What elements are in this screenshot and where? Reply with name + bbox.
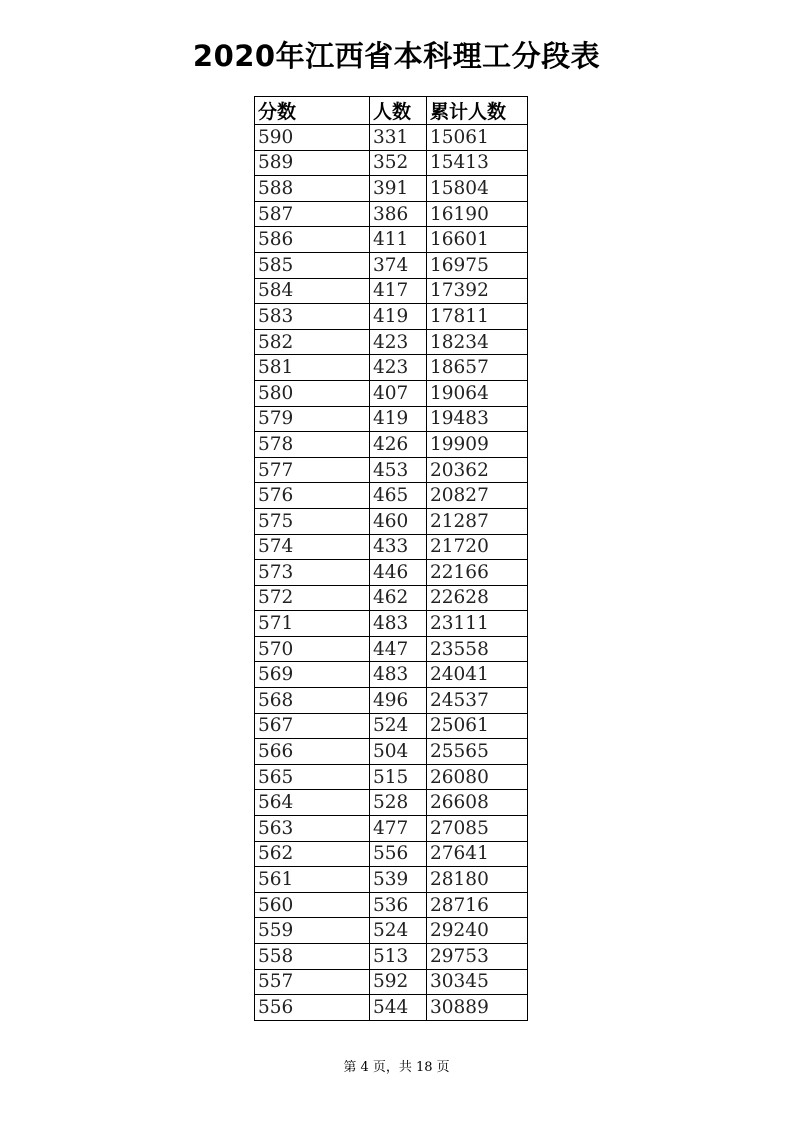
- cell-cumulative: 23111: [427, 611, 528, 637]
- cell-count: 539: [370, 867, 427, 893]
- cell-score: 581: [255, 355, 370, 381]
- cell-cumulative: 27641: [427, 841, 528, 867]
- cell-count: 433: [370, 534, 427, 560]
- cell-score: 587: [255, 201, 370, 227]
- cell-cumulative: 22628: [427, 585, 528, 611]
- table-row: [255, 841, 528, 867]
- cell-score: 563: [255, 816, 370, 842]
- page-title: 2020年江西省本科理工分段表: [192, 39, 601, 73]
- cell-cumulative: 30889: [427, 995, 528, 1021]
- cell-count: 513: [370, 944, 427, 970]
- table-row: [255, 944, 528, 970]
- cell-score: 588: [255, 176, 370, 202]
- table-row: [255, 355, 528, 381]
- cell-score: 579: [255, 406, 370, 432]
- table-row: [255, 585, 528, 611]
- cell-score: 575: [255, 508, 370, 534]
- table-row: [255, 969, 528, 995]
- cell-count: 419: [370, 304, 427, 330]
- cell-count: 331: [370, 125, 427, 151]
- cell-cumulative: 17811: [427, 304, 528, 330]
- cell-score: 566: [255, 739, 370, 765]
- cell-score: 578: [255, 432, 370, 458]
- table-row: [255, 816, 528, 842]
- cell-score: 562: [255, 841, 370, 867]
- cell-count: 460: [370, 508, 427, 534]
- cell-cumulative: 17392: [427, 278, 528, 304]
- cell-count: 483: [370, 611, 427, 637]
- cell-count: 446: [370, 560, 427, 586]
- cell-cumulative: 22166: [427, 560, 528, 586]
- cell-cumulative: 16190: [427, 201, 528, 227]
- cell-score: 558: [255, 944, 370, 970]
- cell-score: 565: [255, 764, 370, 790]
- table-row: [255, 688, 528, 714]
- cell-count: 352: [370, 150, 427, 176]
- cell-cumulative: 29753: [427, 944, 528, 970]
- cell-cumulative: 25565: [427, 739, 528, 765]
- cell-cumulative: 19909: [427, 432, 528, 458]
- cell-score: 560: [255, 892, 370, 918]
- cell-score: 590: [255, 125, 370, 151]
- cell-count: 411: [370, 227, 427, 253]
- cell-cumulative: 25061: [427, 713, 528, 739]
- table-row: [255, 892, 528, 918]
- header-cumulative: 累计人数: [427, 97, 528, 125]
- cell-count: 407: [370, 380, 427, 406]
- cell-count: 374: [370, 252, 427, 278]
- table-row: [255, 739, 528, 765]
- cell-cumulative: 19483: [427, 406, 528, 432]
- cell-cumulative: 26608: [427, 790, 528, 816]
- table-row: [255, 867, 528, 893]
- cell-count: 386: [370, 201, 427, 227]
- cell-cumulative: 15413: [427, 150, 528, 176]
- cell-count: 419: [370, 406, 427, 432]
- cell-count: 391: [370, 176, 427, 202]
- cell-score: 584: [255, 278, 370, 304]
- cell-cumulative: 18657: [427, 355, 528, 381]
- cell-cumulative: 19064: [427, 380, 528, 406]
- cell-cumulative: 15061: [427, 125, 528, 151]
- cell-count: 528: [370, 790, 427, 816]
- cell-count: 417: [370, 278, 427, 304]
- cell-cumulative: 18234: [427, 329, 528, 355]
- table-row: [255, 995, 528, 1021]
- table-row: [255, 636, 528, 662]
- cell-score: 586: [255, 227, 370, 253]
- cell-cumulative: 23558: [427, 636, 528, 662]
- cell-score: 556: [255, 995, 370, 1021]
- cell-count: 483: [370, 662, 427, 688]
- table-row: [255, 918, 528, 944]
- cell-score: 568: [255, 688, 370, 714]
- cell-score: 561: [255, 867, 370, 893]
- cell-cumulative: 21720: [427, 534, 528, 560]
- cell-score: 574: [255, 534, 370, 560]
- header-score: 分数: [255, 97, 370, 125]
- cell-score: 589: [255, 150, 370, 176]
- cell-cumulative: 21287: [427, 508, 528, 534]
- cell-cumulative: 20827: [427, 483, 528, 509]
- cell-cumulative: 24041: [427, 662, 528, 688]
- cell-score: 580: [255, 380, 370, 406]
- cell-count: 592: [370, 969, 427, 995]
- table-row: [255, 125, 528, 151]
- cell-score: 559: [255, 918, 370, 944]
- cell-count: 536: [370, 892, 427, 918]
- table-row: [255, 508, 528, 534]
- cell-cumulative: 30345: [427, 969, 528, 995]
- cell-score: 583: [255, 304, 370, 330]
- cell-cumulative: 26080: [427, 764, 528, 790]
- cell-count: 515: [370, 764, 427, 790]
- cell-score: 582: [255, 329, 370, 355]
- table-row: [255, 304, 528, 330]
- cell-count: 447: [370, 636, 427, 662]
- cell-cumulative: 24537: [427, 688, 528, 714]
- table-row: [255, 278, 528, 304]
- table-row: [255, 329, 528, 355]
- table-row: [255, 227, 528, 253]
- cell-score: 577: [255, 457, 370, 483]
- cell-count: 426: [370, 432, 427, 458]
- cell-cumulative: 29240: [427, 918, 528, 944]
- table-row: [255, 176, 528, 202]
- table-row: [255, 662, 528, 688]
- cell-cumulative: 15804: [427, 176, 528, 202]
- cell-count: 453: [370, 457, 427, 483]
- table-row: [255, 432, 528, 458]
- cell-count: 504: [370, 739, 427, 765]
- table-row: [255, 483, 528, 509]
- table-row: [255, 611, 528, 637]
- table-header-row: [255, 97, 528, 125]
- cell-cumulative: 16601: [427, 227, 528, 253]
- cell-score: 572: [255, 585, 370, 611]
- table-row: [255, 406, 528, 432]
- table-row: [255, 380, 528, 406]
- cell-score: 573: [255, 560, 370, 586]
- table-row: [255, 713, 528, 739]
- cell-count: 524: [370, 713, 427, 739]
- cell-cumulative: 27085: [427, 816, 528, 842]
- cell-score: 569: [255, 662, 370, 688]
- table-row: [255, 790, 528, 816]
- table-row: [255, 201, 528, 227]
- cell-cumulative: 28180: [427, 867, 528, 893]
- cell-score: 567: [255, 713, 370, 739]
- table-row: [255, 150, 528, 176]
- cell-count: 496: [370, 688, 427, 714]
- page-footer: 第 4 页，共 18 页: [343, 1060, 450, 1075]
- cell-score: 576: [255, 483, 370, 509]
- table-body: [255, 125, 528, 1021]
- table-row: [255, 764, 528, 790]
- score-table: [254, 96, 528, 1021]
- cell-count: 544: [370, 995, 427, 1021]
- cell-cumulative: 20362: [427, 457, 528, 483]
- table-row: [255, 560, 528, 586]
- cell-count: 423: [370, 329, 427, 355]
- cell-count: 465: [370, 483, 427, 509]
- table-row: [255, 534, 528, 560]
- cell-score: 564: [255, 790, 370, 816]
- cell-count: 423: [370, 355, 427, 381]
- cell-score: 571: [255, 611, 370, 637]
- cell-score: 557: [255, 969, 370, 995]
- table-row: [255, 252, 528, 278]
- cell-cumulative: 28716: [427, 892, 528, 918]
- cell-count: 556: [370, 841, 427, 867]
- cell-cumulative: 16975: [427, 252, 528, 278]
- cell-score: 585: [255, 252, 370, 278]
- cell-count: 477: [370, 816, 427, 842]
- table-row: [255, 457, 528, 483]
- cell-count: 462: [370, 585, 427, 611]
- cell-score: 570: [255, 636, 370, 662]
- cell-count: 524: [370, 918, 427, 944]
- header-count: 人数: [370, 97, 427, 125]
